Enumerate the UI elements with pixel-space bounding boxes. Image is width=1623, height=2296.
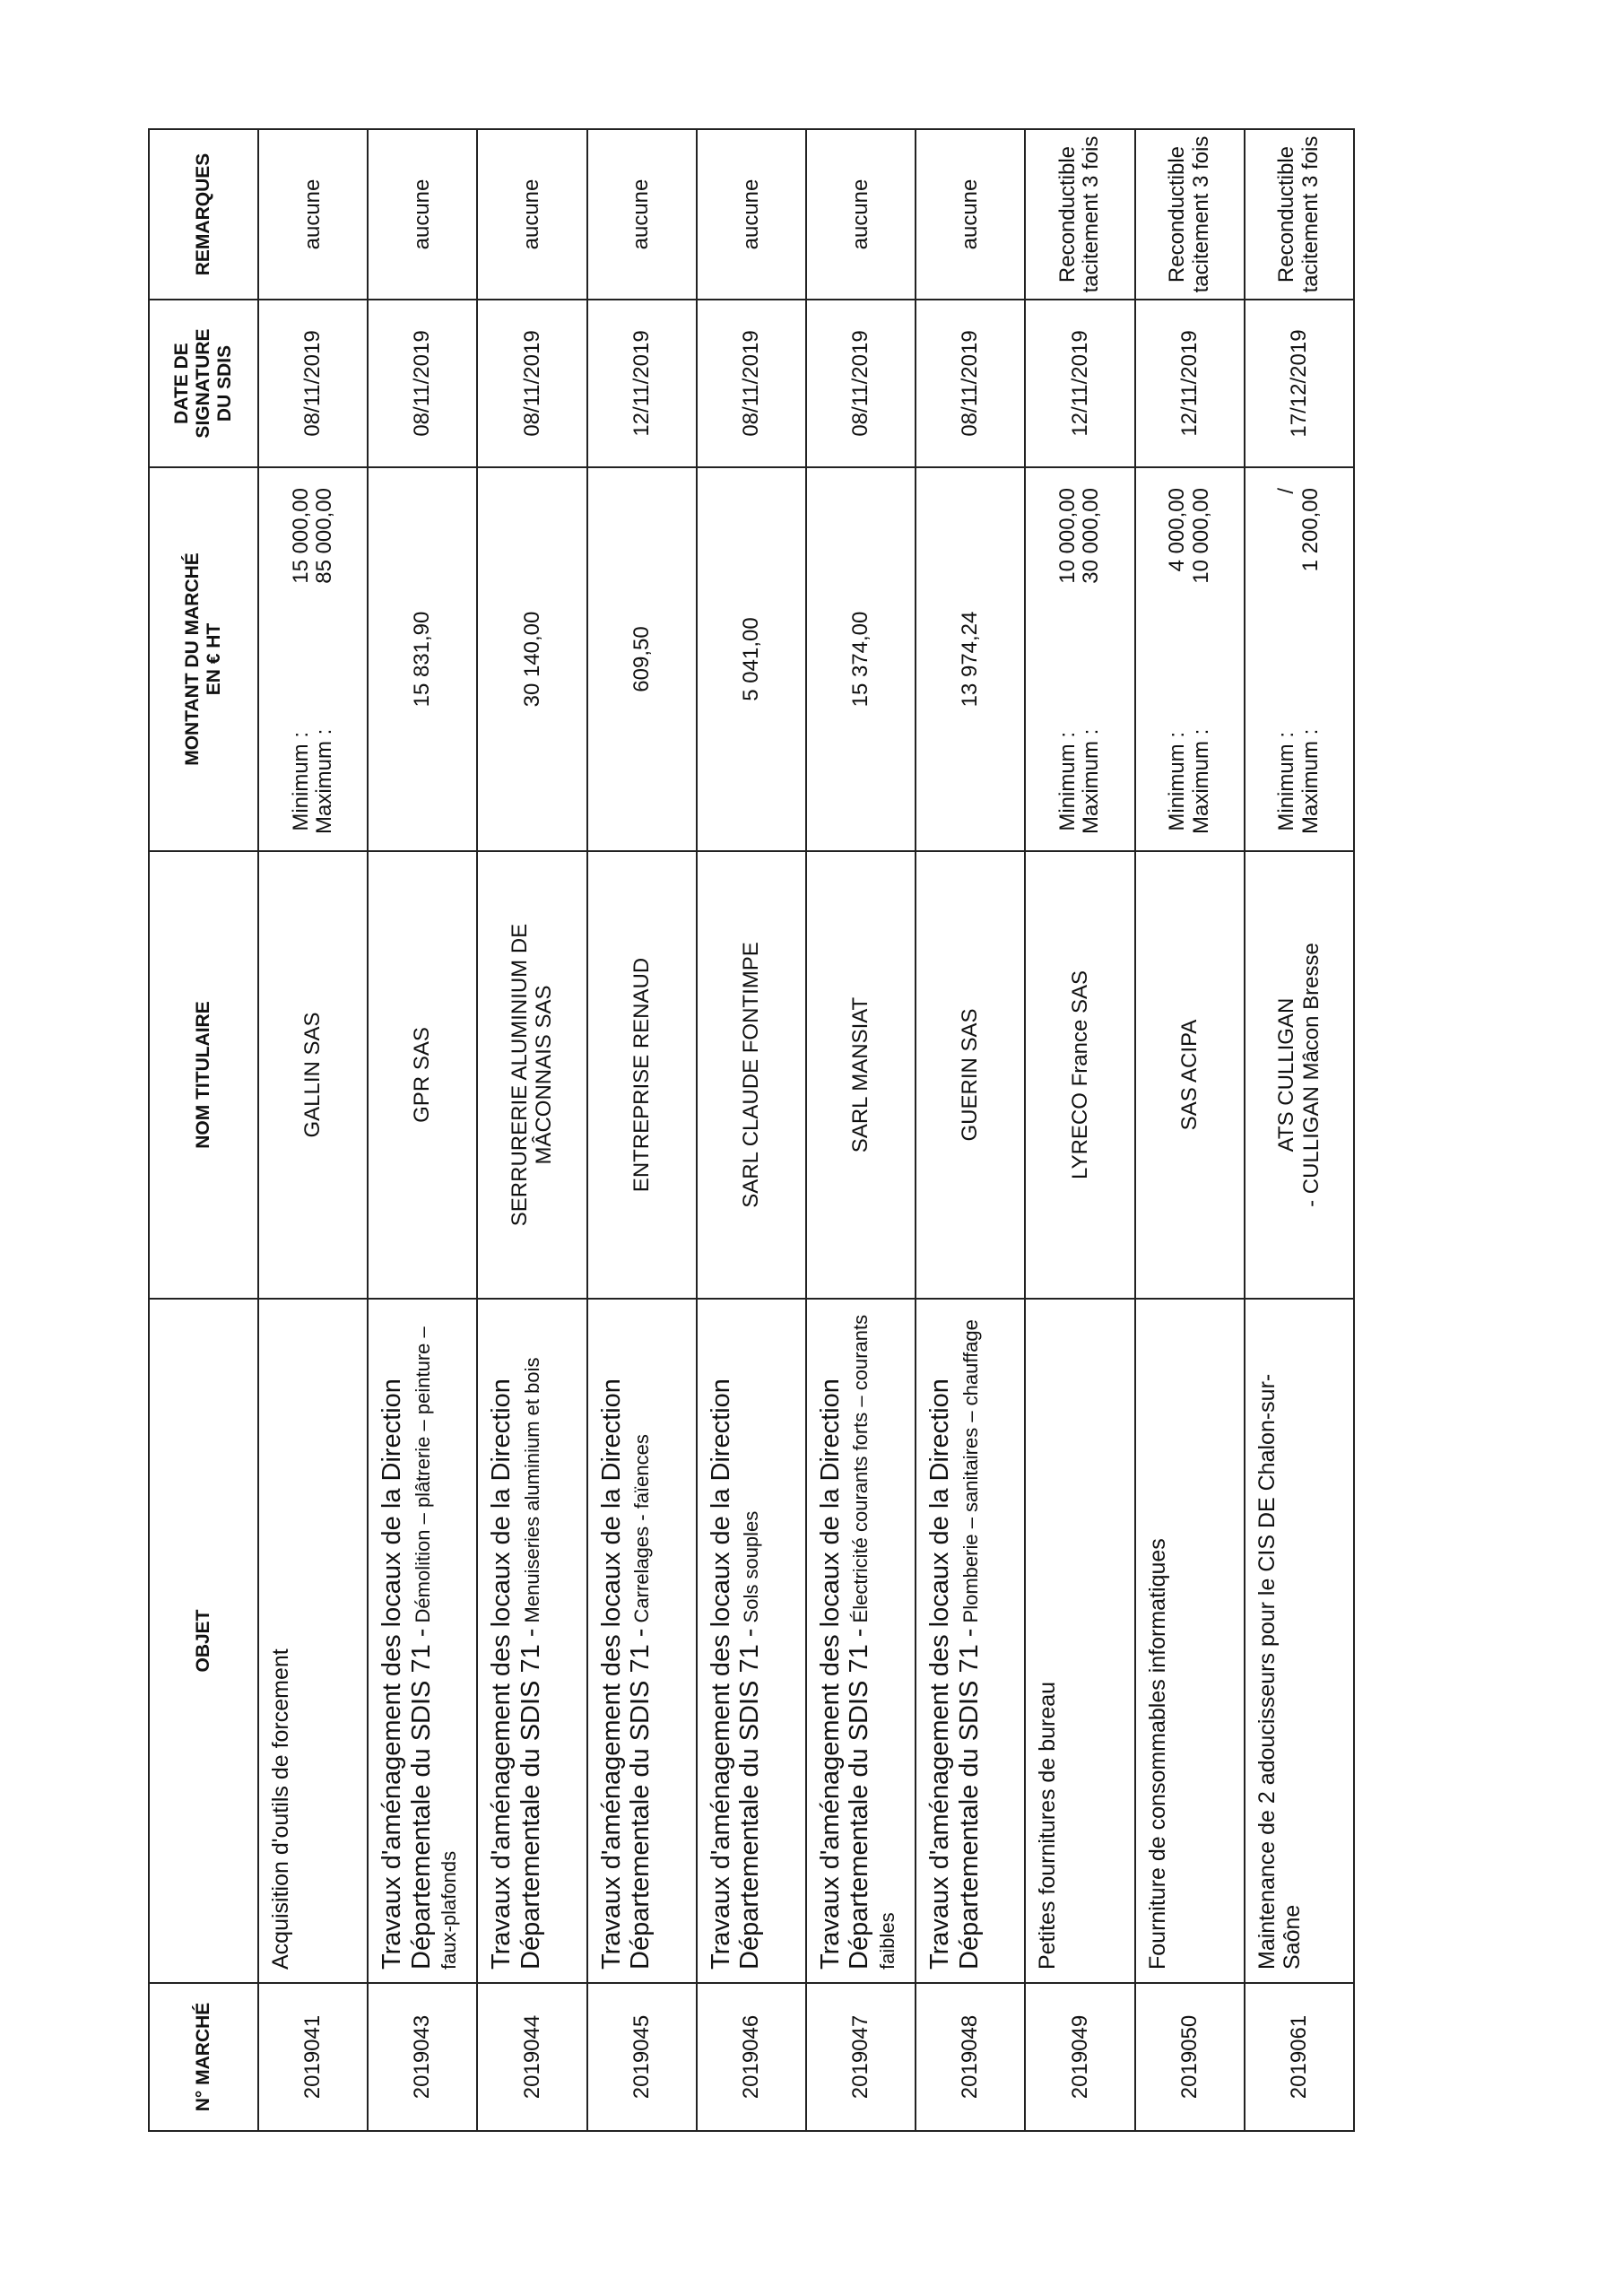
cell-objet — [587, 1299, 697, 1983]
objet-main-text: Travaux d'aménagement des locaux de la Direction Départementale du SDIS 71 - — [815, 1378, 874, 1970]
cell-montant — [1245, 467, 1354, 851]
objet-detail-text: Démolition – plâtrerie – peinture – faux-plafonds — [411, 1326, 461, 1970]
cell-date: 17/12/2019 — [1245, 300, 1354, 467]
header-titulaire: NOM TITULAIRE — [149, 851, 258, 1299]
remarques-line1: aucune — [738, 178, 763, 250]
maximum-value: 85 000,00 — [312, 488, 337, 584]
titulaire-line1: SERRURERIE ALUMINIUM DE — [507, 923, 532, 1227]
cell-objet — [368, 1299, 477, 1983]
cell-numero: 2019043 — [368, 1983, 477, 2131]
minimum-value: 10 000,00 — [1055, 488, 1081, 584]
cell-montant — [1025, 467, 1134, 851]
cell-titulaire — [806, 851, 916, 1299]
objet-text: Acquisition d'outils de forcement — [268, 1648, 293, 1970]
table-row — [806, 129, 916, 2131]
cell-montant — [1135, 467, 1245, 851]
header-date — [149, 300, 258, 467]
cell-date: 08/11/2019 — [258, 300, 368, 467]
minimum-value: 15 000,00 — [288, 488, 313, 584]
remarques-line2: tacitement 3 fois — [1079, 135, 1104, 293]
cell-remarques — [916, 129, 1025, 300]
remarques-line2: tacitement 3 fois — [1188, 135, 1213, 293]
remarques-line2: tacitement 3 fois — [1298, 135, 1323, 293]
cell-date: 12/11/2019 — [587, 300, 697, 467]
table-row — [1025, 129, 1134, 2131]
cell-titulaire — [587, 851, 697, 1299]
cell-remarques — [587, 129, 697, 300]
cell-titulaire — [916, 851, 1025, 1299]
table-row — [1245, 129, 1354, 2131]
minimum-label: Minimum : — [1274, 732, 1299, 831]
titulaire-line1: SAS ACIPA — [1176, 1019, 1202, 1131]
titulaire-line1: ATS CULLIGAN — [1274, 997, 1299, 1152]
objet-main-text: Travaux d'aménagement des locaux de la Direction Départementale du SDIS 71 - — [596, 1378, 655, 1970]
minimum-value: / — [1274, 488, 1299, 494]
montant-min-max — [1166, 468, 1213, 850]
maximum-value: 1 200,00 — [1298, 488, 1323, 572]
cell-numero: 2019045 — [587, 1983, 697, 2131]
remarques-line1: aucune — [299, 178, 325, 250]
cell-remarques — [1135, 129, 1245, 300]
cell-objet — [477, 1299, 586, 1983]
titulaire-line1: GUERIN SAS — [958, 1008, 983, 1142]
cell-numero: 2019044 — [477, 1983, 586, 2131]
cell-date: 08/11/2019 — [477, 300, 586, 467]
header-numero: N° MARCHÉ — [149, 1983, 258, 2131]
cell-objet — [1135, 1299, 1245, 1983]
cell-montant — [477, 467, 586, 851]
objet-main-text: Travaux d'aménagement des locaux de la Direction Départementale du SDIS 71 - — [487, 1378, 545, 1970]
titulaire-line2: - CULLIGAN Mâcon Bresse — [1298, 943, 1324, 1207]
objet-detail-text: Plomberie – sanitaires – chauffage — [959, 1319, 982, 1629]
cell-remarques — [806, 129, 916, 300]
cell-objet — [916, 1299, 1025, 1983]
minimum-label: Minimum : — [288, 732, 313, 831]
remarques-line1: aucune — [958, 178, 983, 250]
cell-montant — [587, 467, 697, 851]
cell-numero: 2019048 — [916, 1983, 1025, 2131]
table-row — [477, 129, 586, 2131]
cell-objet — [258, 1299, 368, 1983]
remarques-line1: aucune — [629, 178, 654, 250]
cell-titulaire — [1245, 851, 1354, 1299]
titulaire-line2: MÂCONNAIS SAS — [532, 985, 557, 1165]
objet-main-text: Travaux d'aménagement des locaux de la Direction Départementale du SDIS 71 - — [706, 1378, 765, 1970]
cell-objet — [1025, 1299, 1134, 1983]
montant-min-max — [1275, 468, 1323, 850]
montant-value: 13 974,24 — [958, 611, 983, 708]
header-objet: OBJET — [149, 1299, 258, 1983]
maximum-value: 10 000,00 — [1188, 488, 1213, 584]
remarques-line1: Reconductible — [1165, 145, 1190, 283]
objet-text: Maintenance de 2 adoucisseurs pour le CIS DE Chalon-sur-Saône — [1254, 1373, 1306, 1970]
cell-montant — [258, 467, 368, 851]
cell-titulaire — [1135, 851, 1245, 1299]
cell-date: 08/11/2019 — [697, 300, 806, 467]
marches-table — [148, 128, 1355, 2132]
header-date-line3: DU SDIS — [214, 344, 236, 422]
remarques-line1: Reconductible — [1274, 145, 1299, 283]
cell-montant — [806, 467, 916, 851]
minimum-value: 4 000,00 — [1165, 488, 1190, 572]
cell-titulaire — [258, 851, 368, 1299]
cell-titulaire — [697, 851, 806, 1299]
table-body — [258, 129, 1354, 2131]
cell-date: 08/11/2019 — [916, 300, 1025, 467]
cell-numero: 2019041 — [258, 1983, 368, 2131]
cell-remarques — [697, 129, 806, 300]
remarques-line1: Reconductible — [1055, 145, 1081, 283]
maximum-value: 30 000,00 — [1079, 488, 1104, 584]
objet-detail-text: Électricité courants forts – courants faibles — [849, 1314, 898, 1970]
maximum-label: Maximum : — [1079, 728, 1104, 834]
cell-montant — [368, 467, 477, 851]
cell-date: 12/11/2019 — [1135, 300, 1245, 467]
minimum-label: Minimum : — [1055, 732, 1081, 831]
remarques-line1: aucune — [410, 178, 435, 250]
header-date-line2: SIGNATURE — [192, 328, 213, 439]
objet-text: Fourniture de consommables informatiques — [1144, 1538, 1170, 1970]
cell-remarques — [477, 129, 586, 300]
objet-main-text: Travaux d'aménagement des locaux de la Direction Départementale du SDIS 71 - — [925, 1378, 984, 1970]
titulaire-line1: LYRECO France SAS — [1067, 970, 1092, 1179]
cell-numero: 2019061 — [1245, 1983, 1354, 2131]
header-montant — [149, 467, 258, 851]
cell-numero: 2019047 — [806, 1983, 916, 2131]
montant-min-max — [290, 468, 337, 850]
header-date-line1: DATE DE — [170, 343, 192, 424]
cell-objet — [697, 1299, 806, 1983]
maximum-label: Maximum : — [312, 728, 337, 834]
table-row — [258, 129, 368, 2131]
titulaire-line1: SARL CLAUDE FONTIMPE — [739, 942, 764, 1208]
montant-min-max — [1056, 468, 1104, 850]
minimum-label: Minimum : — [1165, 732, 1190, 831]
cell-numero: 2019049 — [1025, 1983, 1134, 2131]
objet-detail-text: Carrelages - faïences — [630, 1434, 654, 1629]
maximum-label: Maximum : — [1298, 728, 1323, 834]
objet-detail-text: Menuiseries aluminium et bois — [520, 1357, 543, 1629]
cell-titulaire — [368, 851, 477, 1299]
table-row — [1135, 129, 1245, 2131]
header-montant-line1: MONTANT DU MARCHÉ — [181, 552, 203, 766]
cell-numero: 2019050 — [1135, 1983, 1245, 2131]
cell-date: 08/11/2019 — [806, 300, 916, 467]
remarques-line1: aucune — [519, 178, 544, 250]
titulaire-line1: SARL MANSIAT — [848, 996, 873, 1153]
montant-value: 15 374,00 — [848, 611, 873, 708]
montant-value: 15 831,90 — [410, 611, 435, 708]
header-row — [149, 129, 258, 2131]
cell-objet — [1245, 1299, 1354, 1983]
maximum-label: Maximum : — [1188, 728, 1213, 834]
remarques-line1: aucune — [847, 178, 872, 250]
cell-titulaire — [477, 851, 586, 1299]
objet-main-text: Travaux d'aménagement des locaux de la Direction Départementale du SDIS 71 - — [378, 1378, 436, 1970]
titulaire-line1: GPR SAS — [410, 1027, 435, 1123]
cell-objet — [806, 1299, 916, 1983]
montant-value: 5 041,00 — [739, 617, 764, 701]
montant-value: 609,50 — [629, 626, 654, 692]
objet-text: Petites fournitures de bureau — [1035, 1681, 1061, 1970]
cell-remarques — [368, 129, 477, 300]
table-row — [368, 129, 477, 2131]
cell-date: 08/11/2019 — [368, 300, 477, 467]
objet-detail-text: Sols souples — [740, 1510, 763, 1629]
cell-date: 12/11/2019 — [1025, 300, 1134, 467]
header-montant-line2: EN € HT — [204, 622, 224, 696]
cell-titulaire — [1025, 851, 1134, 1299]
titulaire-line1: GALLIN SAS — [300, 1012, 325, 1138]
cell-montant — [916, 467, 1025, 851]
header-remarques: REMARQUES — [149, 129, 258, 300]
cell-montant — [697, 467, 806, 851]
table-row — [916, 129, 1025, 2131]
titulaire-line1: ENTREPRISE RENAUD — [629, 957, 654, 1193]
cell-remarques — [258, 129, 368, 300]
table-row — [587, 129, 697, 2131]
cell-remarques — [1245, 129, 1354, 300]
cell-numero: 2019046 — [697, 1983, 806, 2131]
cell-remarques — [1025, 129, 1134, 300]
table-row — [697, 129, 806, 2131]
montant-value: 30 140,00 — [519, 611, 544, 708]
